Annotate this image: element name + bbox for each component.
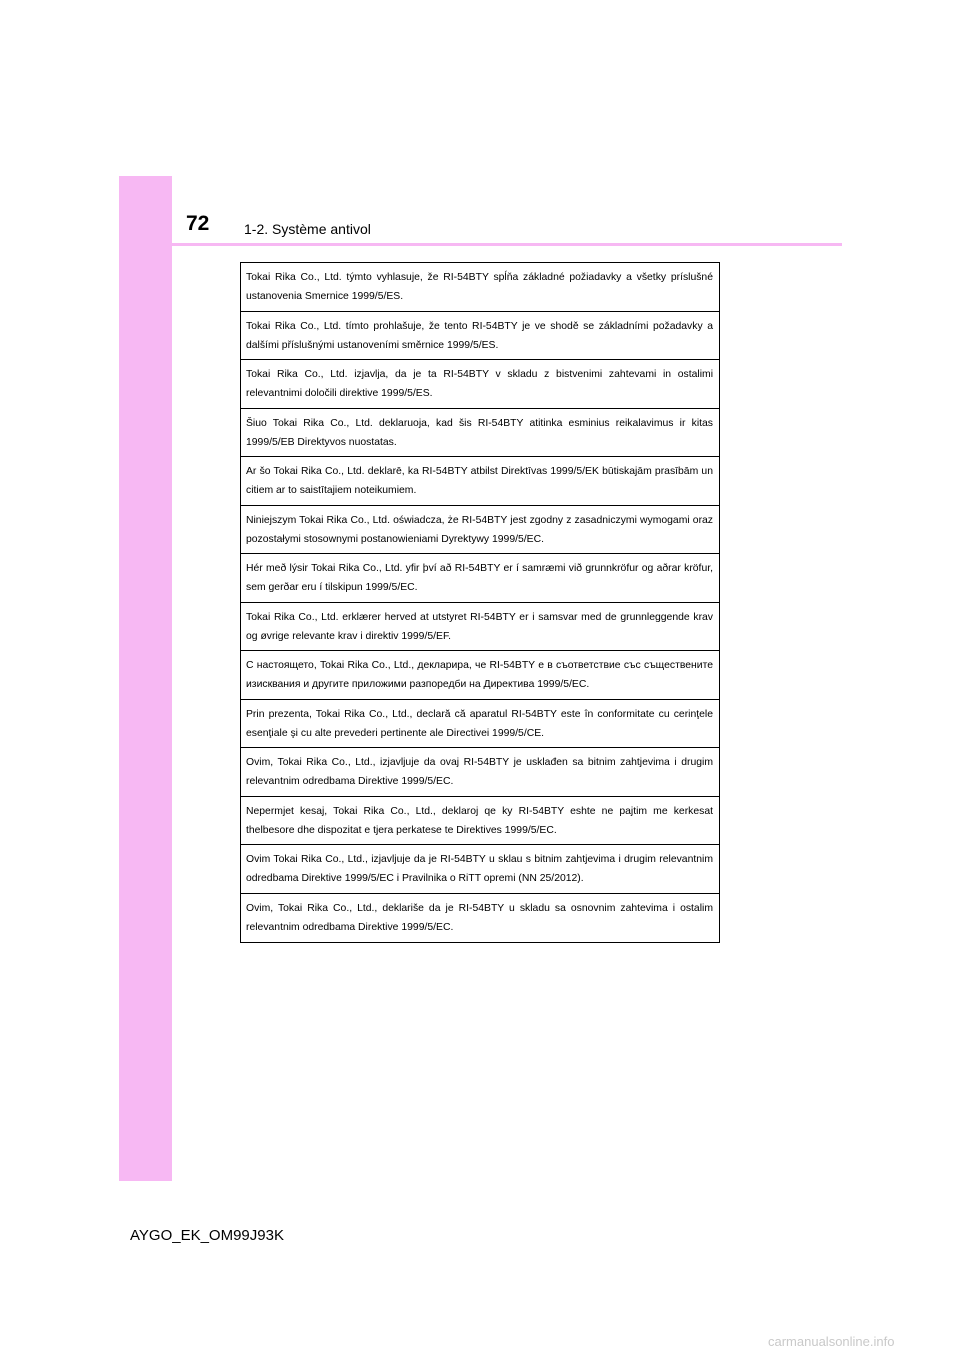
declaration-row-croatian: Ovim Tokai Rika Co., Ltd., izjavljuje da je RI-54BTY u sklau s bitnim zahtjevima i drugim relevantnim odredbama Direktive 1999/5/EC i Pravilnika o RiTT opremi (NN 25/2012). (241, 845, 719, 894)
header-divider (172, 243, 842, 246)
side-tab-band (119, 176, 172, 1181)
declaration-row-montenegrin: Ovim, Tokai Rika Co., Ltd., izjavljuje da ovaj RI-54BTY je usklađen sa bitnim zahtjevima i drugim relevantnim odredbama Direktive 1999/5/EC. (241, 748, 719, 797)
declaration-row-latvian: Ar šo Tokai Rika Co., Ltd. deklarē, ka RI-54BTY atbilst Direktīvas 1999/5/EK būtiskajām prasībām un citiem ar to saistītajiem noteikumiem. (241, 457, 719, 506)
declaration-row-polish: Niniejszym Tokai Rika Co., Ltd. oświadcza, że RI-54BTY jest zgodny z zasadniczymi wymogami oraz pozostałymi stosownymi postanowieniami Dyrektywy 1999/5/EC. (241, 506, 719, 555)
page-number: 72 (186, 212, 210, 235)
declaration-row-norwegian: Tokai Rika Co., Ltd. erklærer herved at utstyret RI-54BTY er i samsvar med de grunnleggende krav og øvrige relevante krav i direktiv 1999/5/EF. (241, 603, 719, 652)
declaration-table (240, 262, 720, 943)
declaration-row-slovenian: Tokai Rika Co., Ltd. izjavlja, da je ta RI-54BTY v skladu z bistvenimi zahtevami in ostalimi relevantnimi določili direktive 1999/5/ES. (241, 360, 719, 409)
declaration-row-serbian: Ovim, Tokai Rika Co., Ltd., deklariše da je RI-54BTY u skladu sa osnovnim zahtevima i ostalim relevantnim odredbama Direktive 1999/5/EC. (246, 902, 713, 933)
declaration-row-romanian: Prin prezenta, Tokai Rika Co., Ltd., declară că aparatul RI-54BTY este în conformitate cu cerinţele esenţiale şi cu alte prevederi pertinente ale Directivei 1999/5/CE. (241, 700, 719, 749)
declaration-row-lithuanian: Šiuo Tokai Rika Co., Ltd. deklaruoja, kad šis RI-54BTY atitinka esminius reikalavimus ir kitas 1999/5/EB Direktyvos nuostatas. (241, 409, 719, 458)
document-code: AYGO_EK_OM99J93K (130, 1227, 284, 1244)
section-title: 1-2. Système antivol (244, 221, 371, 237)
declaration-row-bulgarian: С настоящето, Tokai Rika Co., Ltd., декларира, че RI-54BTY е в съответствие със съществените изисквания и другите приложими разпоредби на Директива 1999/5/EC. (241, 651, 719, 700)
declaration-row-albanian: Nepermjet kesaj, Tokai Rika Co., Ltd., deklaroj qe ky RI-54BTY eshte ne pajtim me kerkesat thelbesore dhe dispozitat e tjera perkatese te Direktives 1999/5/EC. (241, 797, 719, 846)
declaration-row-czech: Tokai Rika Co., Ltd. tímto prohlašuje, že tento RI-54BTY je ve shodě se základními požadavky a dalšími příslušnými ustanoveními směrnice 1999/5/ES. (241, 312, 719, 361)
declaration-row-slovak: Tokai Rika Co., Ltd. týmto vyhlasuje, že RI-54BTY spĺňa základné požiadavky a všetky príslušné ustanovenia Smernice 1999/5/ES. (241, 263, 719, 312)
declaration-row-icelandic: Hér með lýsir Tokai Rika Co., Ltd. yfir því að RI-54BTY er í samræmi við grunnkröfur og aðrar kröfur, sem gerðar eru í tilskipun 1999/5/EC. (241, 554, 719, 603)
watermark: carmanualsonline.info (768, 1334, 895, 1349)
